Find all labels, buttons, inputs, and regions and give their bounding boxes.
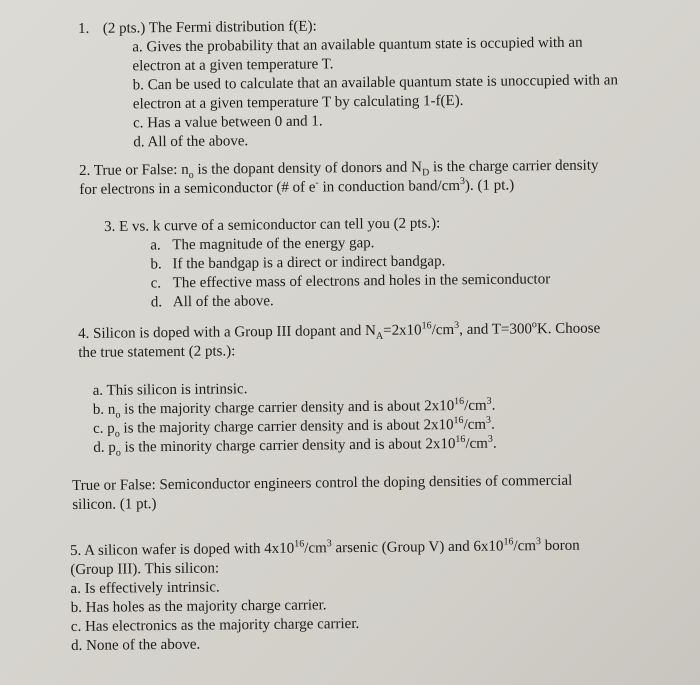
question-2-text-part: in conduction band/cm: [318, 178, 461, 196]
question-1-option-a-line2: electron at a given temperature T.: [132, 56, 334, 75]
subscript: o: [188, 169, 194, 181]
subscript: D: [421, 167, 430, 179]
question-4-text-part: , and T=300: [459, 321, 532, 339]
question-1-option-d: d. All of the above.: [133, 133, 249, 151]
question-5-option-c: c. Has electronics as the majority charge carrier.: [70, 615, 360, 635]
question-5-line2: (Group III). This silicon:: [70, 560, 220, 578]
option-text: All of the above.: [172, 293, 274, 311]
option-text: /cm: [465, 435, 488, 452]
option-text: d. p: [93, 439, 116, 456]
question-5-option-b: b. Has holes as the majority charge carrier.: [70, 597, 327, 616]
question-5-text-part: /cm: [513, 538, 537, 555]
superscript: 16: [454, 395, 465, 408]
superscript: 3: [454, 320, 460, 332]
question-4: [78, 320, 602, 458]
question-5-text-part: 5. A silicon wafer is doped with 4x10: [70, 540, 295, 559]
subscript: o: [115, 447, 121, 459]
superscript: 3: [459, 175, 466, 188]
superscript: 16: [421, 320, 432, 332]
question-1-option-c: c. Has a value between 0 and 1.: [133, 113, 323, 132]
question-2-line2: [79, 176, 599, 200]
option-text: /cm: [464, 397, 487, 414]
question-3-stem: 3. E vs. k curve of a semiconductor can tell you (2 pts.):: [104, 215, 441, 235]
option-label: c.: [150, 275, 162, 292]
question-4-option-a: a. This silicon is intrinsic.: [92, 381, 248, 399]
subscript: o: [115, 409, 121, 421]
question-5-text-part: boron: [540, 537, 580, 555]
superscript: -: [315, 177, 319, 189]
superscript: 3: [326, 538, 332, 550]
option-text: The magnitude of the energy gap.: [172, 235, 375, 254]
question-4-text-part: =2x10: [383, 322, 422, 339]
superscript: 16: [503, 536, 514, 548]
question-2: [79, 157, 599, 200]
question-5-text-part: arsenic (Group V) and 6x10: [331, 538, 504, 557]
option-text: b. n: [92, 401, 116, 418]
superscript: 16: [455, 433, 466, 446]
question-1-option-a-line1: a. Gives the probability that an available quantum state is occupied with an: [132, 34, 583, 56]
question-4-option-d: [93, 434, 601, 458]
option-label: d.: [150, 294, 163, 311]
question-4-text-part: K. Choose: [536, 320, 601, 338]
option-label: a.: [150, 237, 161, 254]
question-1-stem-text: (2 pts.) The Fermi distribution f(E):: [102, 18, 317, 37]
question-5: [70, 537, 581, 656]
question-1-number: 1.: [78, 20, 90, 37]
question-2-text-part: is the charge carrier density: [429, 157, 599, 176]
superscript: 3: [535, 536, 542, 548]
question-2-text-part: ). (1 pt.): [464, 177, 515, 194]
subscript: o: [114, 428, 120, 440]
superscript: 16: [294, 538, 305, 550]
superscript: o: [531, 319, 537, 331]
question-2-text-part: for electrons in a semiconductor (# of e: [79, 179, 316, 198]
subscript: A: [375, 330, 384, 342]
option-text: is the majority charge carrier density and is about 2x10: [119, 417, 454, 437]
option-text: is the minority charge carrier density and is about 2x10: [120, 436, 456, 456]
true-false-line2: silicon. (1 pt.): [72, 496, 157, 513]
true-false-line1: True or False: Semiconductor engineers control the doping densities of commercial: [72, 472, 573, 494]
question-true-false: [72, 472, 573, 515]
question-2-text-part: is the dopant density of donors and N: [193, 159, 423, 178]
option-text: The effective mass of electrons and holes in the semiconductor: [172, 271, 551, 292]
superscript: 3: [486, 395, 492, 407]
superscript: 3: [485, 414, 492, 426]
question-3-option-d: [151, 289, 551, 312]
option-label: b.: [150, 256, 162, 273]
question-5-text-part: /cm: [304, 540, 327, 557]
question-3: [104, 213, 550, 313]
option-text: .: [490, 416, 495, 433]
question-5-option-d: d. None of the above.: [71, 636, 201, 654]
option-text: /cm: [463, 416, 487, 433]
question-5-option-a: a. Is effectively intrinsic.: [70, 579, 220, 597]
option-text: .: [491, 397, 496, 414]
option-text: c. p: [93, 420, 115, 437]
question-4-text-part: 4. Silicon is doped with a Group III dopant and N: [78, 322, 377, 342]
question-1-option-b-line2: electron at a given temperature T by calculating 1-f(E).: [132, 92, 464, 113]
superscript: 16: [453, 414, 464, 427]
question-4-text-part: /cm: [431, 322, 455, 339]
question-2-text-part: 2. True or False: n: [79, 161, 189, 179]
question-4-line2: the true statement (2 pts.):: [78, 343, 236, 361]
option-text: If the bandgap is a direct or indirect bandgap.: [172, 253, 446, 273]
option-text: .: [492, 435, 497, 452]
superscript: 3: [487, 433, 493, 445]
question-1-option-b-line1: b. Can be used to calculate that an available quantum state is unoccupied with an: [132, 72, 619, 94]
question-1: [78, 14, 619, 153]
option-text: is the majority charge carrier density and is about 2x10: [120, 398, 455, 418]
